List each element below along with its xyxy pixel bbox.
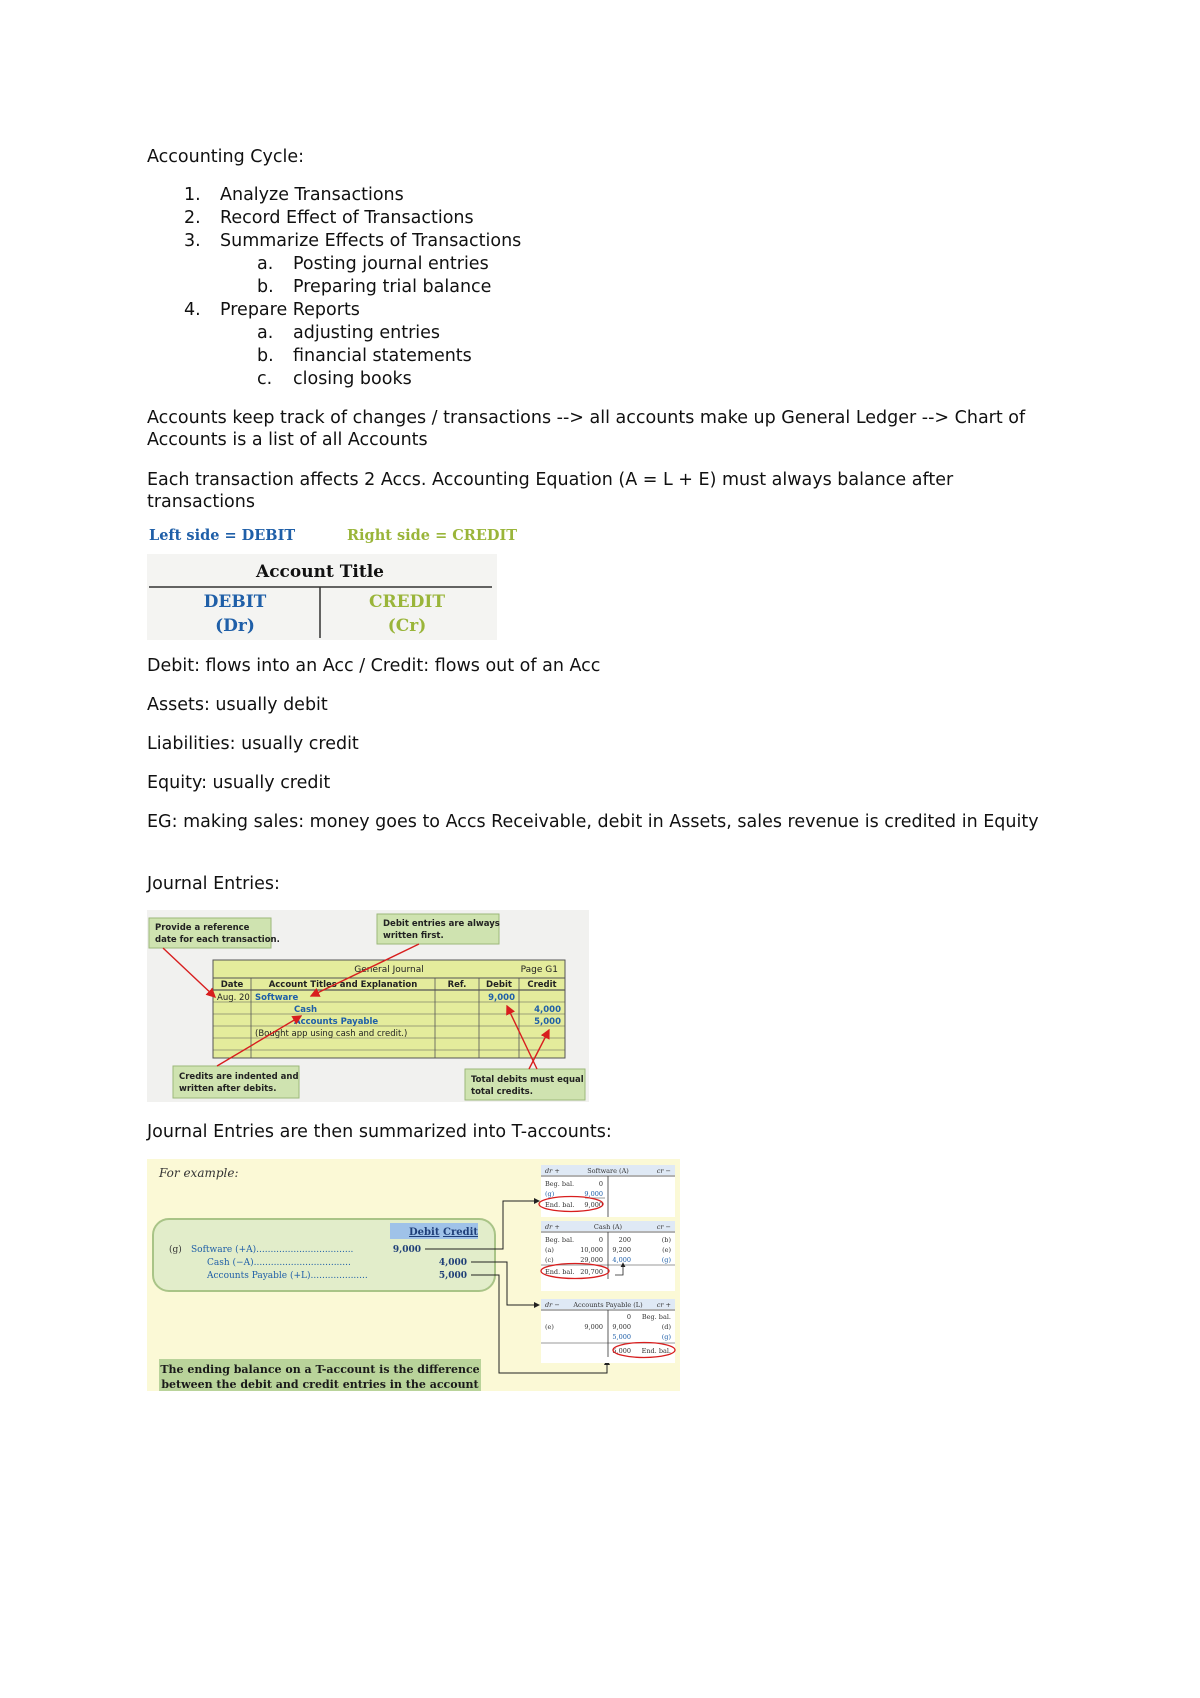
sub-list-marker: a. bbox=[257, 323, 274, 343]
journal-credit-account-2: Accounts Payable bbox=[294, 1017, 379, 1027]
sub-list-item: Preparing trial balance bbox=[293, 277, 492, 297]
list-item: Record Effect of Transactions bbox=[220, 208, 474, 228]
left-side-label: Left side = DEBIT bbox=[149, 527, 296, 544]
callout-debit-first-line-1: Debit entries are always bbox=[383, 919, 500, 929]
for-example-label: For example: bbox=[159, 1166, 239, 1180]
software-row-1-value: 0 bbox=[598, 1180, 603, 1188]
software-title: Software (A) bbox=[587, 1167, 629, 1175]
ap-row-1-c: 0 bbox=[626, 1313, 631, 1321]
paragraph-equation: Each transaction affects 2 Accs. Accounting Equation (A = L + E) must always balance after transactions bbox=[147, 470, 954, 512]
software-row-2-value: 9,000 bbox=[584, 1190, 603, 1198]
sub-list-marker: c. bbox=[257, 369, 273, 389]
list-marker: 1. bbox=[184, 185, 201, 205]
sub-list-item: adjusting entries bbox=[293, 323, 441, 343]
entry-amount-software: 9,000 bbox=[392, 1245, 421, 1255]
cash-row-4-b: 20,700 bbox=[580, 1268, 603, 1276]
cash-row-3-b: 29,000 bbox=[580, 1256, 603, 1264]
software-row-2-label: (g) bbox=[545, 1190, 555, 1198]
cash-row-4-a: End. bal. bbox=[545, 1268, 575, 1276]
list-marker: 2. bbox=[184, 208, 201, 228]
ap-title: Accounts Payable (L) bbox=[573, 1301, 643, 1309]
cash-row-2-c: 9,200 bbox=[612, 1246, 631, 1254]
cash-row-1-b: 0 bbox=[598, 1236, 603, 1244]
sub-list-marker: b. bbox=[257, 346, 274, 366]
entry-line-cash: Cash (−A).................................. bbox=[207, 1258, 351, 1268]
journal-col-date: Date bbox=[220, 980, 244, 990]
ap-row-2-b: 9,000 bbox=[584, 1323, 603, 1331]
callout-debit-first-line-2: written first. bbox=[383, 931, 444, 941]
callout-reference-line-1: Provide a reference bbox=[155, 923, 250, 933]
callout-reference-line-2: date for each transaction. bbox=[155, 935, 280, 945]
ap-row-2-a: (e) bbox=[545, 1323, 554, 1331]
ap-row-4-c: 5,000 bbox=[612, 1347, 631, 1355]
paragraph-example: EG: making sales: money goes to Accs Receivable, debit in Assets, sales revenue is credited in Equity bbox=[147, 812, 1039, 832]
accounts-payable-t-account bbox=[541, 1299, 675, 1363]
right-side-label: Right side = CREDIT bbox=[347, 527, 518, 544]
cash-row-3-d: (g) bbox=[661, 1256, 671, 1264]
entry-credit-header: Credit bbox=[443, 1227, 478, 1238]
entry-amount-cash: 4,000 bbox=[438, 1258, 467, 1268]
debit-label: DEBIT bbox=[203, 592, 267, 612]
cash-row-2-b: 10,000 bbox=[580, 1246, 603, 1254]
taccounts-heading: Journal Entries are then summarized into T-accounts: bbox=[147, 1122, 612, 1142]
list-marker: 3. bbox=[184, 231, 201, 251]
list-marker: 4. bbox=[184, 300, 201, 320]
callout-totals-line-1: Total debits must equal bbox=[471, 1075, 584, 1085]
journal-explanation: (Bought app using cash and credit.) bbox=[255, 1029, 408, 1039]
entry-line-software: Software (+A).................................. bbox=[191, 1245, 354, 1255]
debit-credit-figure bbox=[147, 524, 518, 640]
cash-row-3-a: (c) bbox=[545, 1256, 554, 1264]
credit-label: CREDIT bbox=[369, 592, 445, 612]
callout-credits-line-2: written after debits. bbox=[179, 1084, 277, 1094]
journal-page-label: Page G1 bbox=[520, 965, 558, 975]
journal-credit-amount-2: 5,000 bbox=[534, 1017, 561, 1027]
journal-date: Aug. 20 bbox=[217, 993, 250, 1003]
list-item: Analyze Transactions bbox=[220, 185, 404, 205]
cash-t-account bbox=[541, 1221, 675, 1291]
journal-col-ref: Ref. bbox=[447, 980, 467, 990]
ap-row-2-d: (d) bbox=[661, 1323, 671, 1331]
entry-line-ap: Accounts Payable (+L).................... bbox=[207, 1271, 368, 1281]
software-row-3-value: 9,000 bbox=[584, 1201, 603, 1209]
page-heading: Accounting Cycle: bbox=[147, 147, 305, 167]
journal-debit-amount: 9,000 bbox=[488, 993, 515, 1003]
cash-row-2-a: (a) bbox=[545, 1246, 554, 1254]
ap-row-3-c: 5,000 bbox=[612, 1333, 631, 1341]
t-accounts-figure bbox=[147, 1159, 680, 1391]
paragraph-equity: Equity: usually credit bbox=[147, 773, 331, 793]
cash-row-1-d: (b) bbox=[661, 1236, 671, 1244]
sub-list-item: closing books bbox=[293, 369, 412, 389]
cash-cr: cr − bbox=[656, 1223, 671, 1231]
cash-dr: dr + bbox=[545, 1223, 560, 1231]
paragraph-flows: Debit: flows into an Acc / Credit: flows out of an Acc bbox=[147, 656, 601, 676]
debit-abbr: (Dr) bbox=[215, 616, 255, 636]
journal-col-debit: Debit bbox=[486, 980, 512, 990]
ap-row-3-d: (g) bbox=[661, 1333, 671, 1341]
entry-debit-header: Debit bbox=[409, 1227, 440, 1238]
software-t-account bbox=[539, 1165, 675, 1217]
paragraph-assets: Assets: usually debit bbox=[147, 695, 328, 715]
software-cr: cr − bbox=[656, 1167, 671, 1175]
taccount-footer-line-2: between the debit and credit entries in the account bbox=[161, 1378, 479, 1391]
journal-debit-account: Software bbox=[255, 993, 299, 1003]
sub-list-item: financial statements bbox=[293, 346, 472, 366]
sub-list-marker: a. bbox=[257, 254, 274, 274]
software-row-1-label: Beg. bal. bbox=[545, 1180, 575, 1188]
journal-title: General Journal bbox=[354, 965, 424, 975]
ap-cr: cr + bbox=[656, 1301, 671, 1309]
journal-credit-amount-1: 4,000 bbox=[534, 1005, 561, 1015]
cash-row-3-c: 4,000 bbox=[612, 1256, 631, 1264]
credit-abbr: (Cr) bbox=[387, 616, 427, 636]
cash-row-2-d: (e) bbox=[662, 1246, 671, 1254]
journal-col-account: Account Titles and Explanation bbox=[268, 980, 418, 990]
ap-row-4-d: End. bal. bbox=[641, 1347, 671, 1355]
paragraph-accounts: Accounts keep track of changes / transactions --> all accounts make up General Ledger --> Chart of Accounts is a list of all Accounts bbox=[147, 408, 1026, 450]
cash-row-1-c: 200 bbox=[618, 1236, 631, 1244]
software-row-3-label: End. bal. bbox=[545, 1201, 575, 1209]
account-title: Account Title bbox=[256, 562, 384, 582]
taccount-footer-line-1: The ending balance on a T-account is the difference bbox=[160, 1363, 480, 1376]
sub-list-marker: b. bbox=[257, 277, 274, 297]
list-item: Summarize Effects of Transactions bbox=[220, 231, 522, 251]
cash-row-1-a: Beg. bal. bbox=[545, 1236, 575, 1244]
ap-row-2-c: 9,000 bbox=[612, 1323, 631, 1331]
ap-dr: dr − bbox=[545, 1301, 560, 1309]
paragraph-liabilities: Liabilities: usually credit bbox=[147, 734, 359, 754]
entry-label: (g) bbox=[169, 1245, 182, 1255]
journal-heading: Journal Entries: bbox=[147, 874, 280, 894]
callout-totals-line-2: total credits. bbox=[471, 1087, 533, 1097]
general-journal-figure bbox=[147, 910, 589, 1102]
software-dr: dr + bbox=[545, 1167, 560, 1175]
sub-list-item: Posting journal entries bbox=[293, 254, 489, 274]
journal-col-credit: Credit bbox=[527, 980, 557, 990]
ap-row-1-d: Beg. bal. bbox=[641, 1313, 671, 1321]
cash-title: Cash (A) bbox=[593, 1223, 623, 1231]
entry-amount-ap: 5,000 bbox=[438, 1271, 467, 1281]
journal-credit-account-1: Cash bbox=[294, 1005, 318, 1015]
callout-credits-line-1: Credits are indented and bbox=[179, 1072, 299, 1082]
list-item: Prepare Reports bbox=[220, 300, 360, 320]
